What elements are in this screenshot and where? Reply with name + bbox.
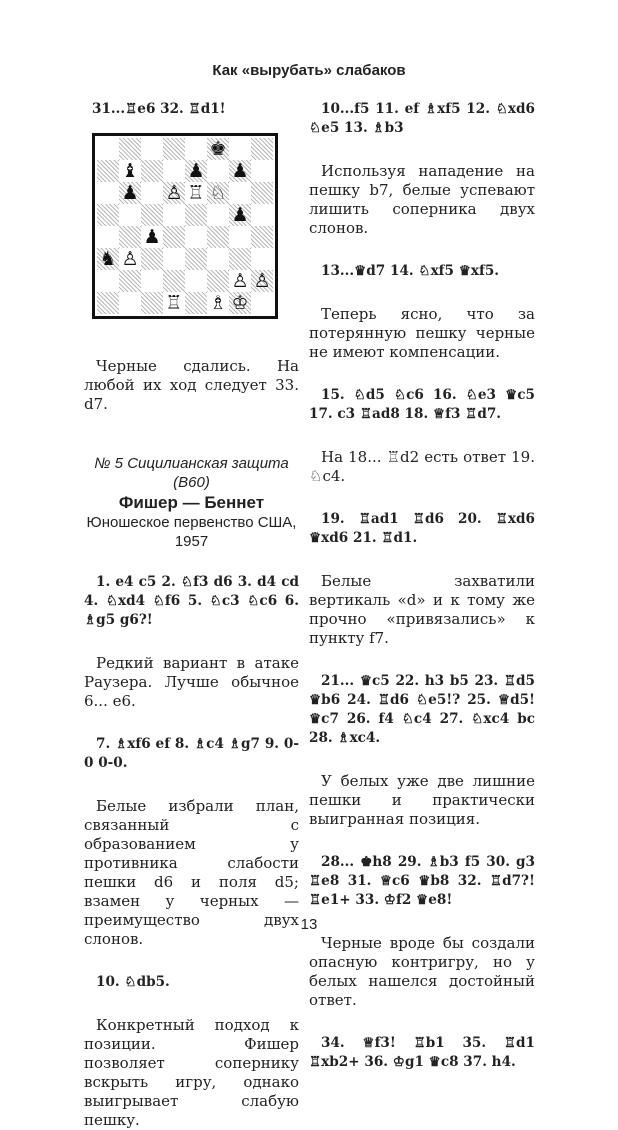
board-square-e5 xyxy=(185,204,207,226)
board-square-a3 xyxy=(97,248,119,270)
board-square-a7 xyxy=(97,160,119,182)
board-square-d6 xyxy=(163,182,185,204)
board-square-h2 xyxy=(251,270,273,292)
chess-piece-icon: ♗ xyxy=(209,292,227,314)
board-square-b5 xyxy=(119,204,141,226)
board-square-d4 xyxy=(163,226,185,248)
move-line: 21... ♛c5 22. h3 b5 23. ♖d5 ♛b6 24. ♖d6 ♘e5!? 25. ♕d5! ♛c7 26. f4 ♘c4 27. ♘xc4 bc 28. ♗xc4. xyxy=(309,673,535,746)
board-square-c4 xyxy=(141,226,163,248)
move-line: 28... ♚h8 29. ♗b3 f5 30. g3 ♖e8 31. ♕c6 ♛b8 32. ♖d7?! ♖e1+ 33. ♔f2 ♛e8! xyxy=(309,854,535,908)
board-square-d7 xyxy=(163,160,185,182)
board-square-a1 xyxy=(97,292,119,314)
board-square-a5 xyxy=(97,204,119,226)
move-line: 15. ♘d5 ♘c6 16. ♘e3 ♛c5 17. c3 ♖ad8 18. ♕f3 ♖d7. xyxy=(309,387,535,422)
board-square-e6 xyxy=(185,182,207,204)
board-square-f3 xyxy=(207,248,229,270)
chess-piece-icon: ♔ xyxy=(231,292,249,314)
game-players: Фишер — Беннет xyxy=(118,493,265,512)
board-square-h7 xyxy=(251,160,273,182)
board-square-a6 xyxy=(97,182,119,204)
board-square-d8 xyxy=(163,138,185,160)
chess-piece-icon: ♙ xyxy=(165,182,183,204)
commentary-paragraph: Используя нападение на пешку b7, белые успевают лишить соперника двух слонов. xyxy=(309,162,535,237)
chess-piece-icon: ♝ xyxy=(121,160,139,182)
board-square-d5 xyxy=(163,204,185,226)
board-square-e8 xyxy=(185,138,207,160)
board-square-e7 xyxy=(185,160,207,182)
chess-piece-icon: ♟ xyxy=(231,204,249,226)
move-line: 31...♖e6 32. ♖d1! xyxy=(92,101,226,117)
board-square-f2 xyxy=(207,270,229,292)
chess-piece-icon: ♟ xyxy=(187,160,205,182)
chess-piece-icon: ♖ xyxy=(187,182,205,204)
board-square-f5 xyxy=(207,204,229,226)
running-header: Как «вырубать» слабаков xyxy=(212,62,406,79)
board-square-h5 xyxy=(251,204,273,226)
game-event: Юношеское первенство США, 1957 xyxy=(86,514,297,550)
board-square-d3 xyxy=(163,248,185,270)
board-square-a8 xyxy=(97,138,119,160)
chess-piece-icon: ♟ xyxy=(231,160,249,182)
board-square-g2 xyxy=(229,270,251,292)
board-square-e4 xyxy=(185,226,207,248)
board-square-c8 xyxy=(141,138,163,160)
board-square-f4 xyxy=(207,226,229,248)
board-square-c2 xyxy=(141,270,163,292)
commentary-paragraph: Редкий вариант в атаке Раузера. Лучше обычное 6... e6. xyxy=(84,654,299,710)
chess-board-frame xyxy=(92,133,278,319)
chess-piece-icon: ♘ xyxy=(209,182,227,204)
board-square-b3 xyxy=(119,248,141,270)
commentary-paragraph: Белые захватили вертикаль «d» и к тому же прочно «привязались» к пункту f7. xyxy=(309,572,535,647)
chess-piece-icon: ♙ xyxy=(231,270,249,292)
chess-piece-icon: ♙ xyxy=(253,270,271,292)
board-square-f7 xyxy=(207,160,229,182)
board-square-g8 xyxy=(229,138,251,160)
board-square-a2 xyxy=(97,270,119,292)
board-square-e1 xyxy=(185,292,207,314)
board-square-h3 xyxy=(251,248,273,270)
commentary-paragraph: Теперь ясно, что за потерянную пешку черные не имеют компенсации. xyxy=(309,305,535,361)
chess-board xyxy=(97,138,273,314)
move-line: 10. ♘db5. xyxy=(96,974,170,990)
board-square-g1 xyxy=(229,292,251,314)
move-line: 10...f5 11. ef ♗xf5 12. ♘xd6 ♘e5 13. ♗b3 xyxy=(309,101,535,136)
board-square-e3 xyxy=(185,248,207,270)
board-square-b4 xyxy=(119,226,141,248)
board-square-b8 xyxy=(119,138,141,160)
board-square-h8 xyxy=(251,138,273,160)
commentary-paragraph: Черные сдались. На любой их ход следует 33. d7. xyxy=(84,357,299,413)
move-line: 13...♛d7 14. ♘xf5 ♛xf5. xyxy=(321,263,500,279)
board-square-h4 xyxy=(251,226,273,248)
chess-piece-icon: ♖ xyxy=(165,292,183,314)
commentary-paragraph: Белые избрали план, связанный с образованием у противника слабости пешки d6 и поля d5; взамен у черных — преимущество двух слонов. xyxy=(84,797,299,948)
game-opening: № 5 Сицилианская защита (B60) xyxy=(94,455,289,491)
board-square-g5 xyxy=(229,204,251,226)
board-square-g7 xyxy=(229,160,251,182)
board-square-b1 xyxy=(119,292,141,314)
game-heading xyxy=(84,454,299,551)
board-square-c1 xyxy=(141,292,163,314)
board-square-h6 xyxy=(251,182,273,204)
chess-piece-icon: ♟ xyxy=(121,182,139,204)
board-square-b2 xyxy=(119,270,141,292)
chess-piece-icon: ♞ xyxy=(99,248,117,270)
board-square-c6 xyxy=(141,182,163,204)
board-square-f8 xyxy=(207,138,229,160)
commentary-paragraph: Конкретный подход к позиции. Фишер позволяет сопернику вскрыть игру, однако выигрывает слабую пешку. xyxy=(84,1016,299,1129)
board-square-c5 xyxy=(141,204,163,226)
board-square-b7 xyxy=(119,160,141,182)
move-line: 34. ♕f3! ♖b1 35. ♖d1 ♖xb2+ 36. ♔g1 ♛c8 37. h4. xyxy=(309,1035,535,1070)
board-square-d1 xyxy=(163,292,185,314)
chess-piece-icon: ♚ xyxy=(209,138,227,160)
commentary-paragraph: Черные вроде бы создали опасную контригру, но у белых нашелся достойный ответ. xyxy=(309,934,535,1009)
commentary-paragraph: У белых уже две лишние пешки и практически выигранная позиция. xyxy=(309,772,535,828)
move-line: 19. ♖ad1 ♖d6 20. ♖xd6 ♛xd6 21. ♖d1. xyxy=(309,511,535,546)
board-square-g3 xyxy=(229,248,251,270)
board-square-d2 xyxy=(163,270,185,292)
board-square-b6 xyxy=(119,182,141,204)
board-square-c7 xyxy=(141,160,163,182)
chess-piece-icon: ♙ xyxy=(121,248,139,270)
board-square-f6 xyxy=(207,182,229,204)
commentary-paragraph: На 18... ♖d2 есть ответ 19. ♘c4. xyxy=(309,448,535,485)
board-square-g6 xyxy=(229,182,251,204)
board-square-h1 xyxy=(251,292,273,314)
left-column xyxy=(84,100,299,1130)
move-line: 7. ♗xf6 ef 8. ♗c4 ♗g7 9. 0-0 0-0. xyxy=(84,736,299,771)
page-number: 13 xyxy=(300,916,318,933)
board-square-f1 xyxy=(207,292,229,314)
chess-piece-icon: ♟ xyxy=(143,226,161,248)
board-square-c3 xyxy=(141,248,163,270)
board-square-e2 xyxy=(185,270,207,292)
board-square-g4 xyxy=(229,226,251,248)
move-line: 1. e4 c5 2. ♘f3 d6 3. d4 cd 4. ♘xd4 ♘f6 5. ♘c3 ♘c6 6. ♗g5 g6?! xyxy=(84,574,299,628)
board-square-a4 xyxy=(97,226,119,248)
